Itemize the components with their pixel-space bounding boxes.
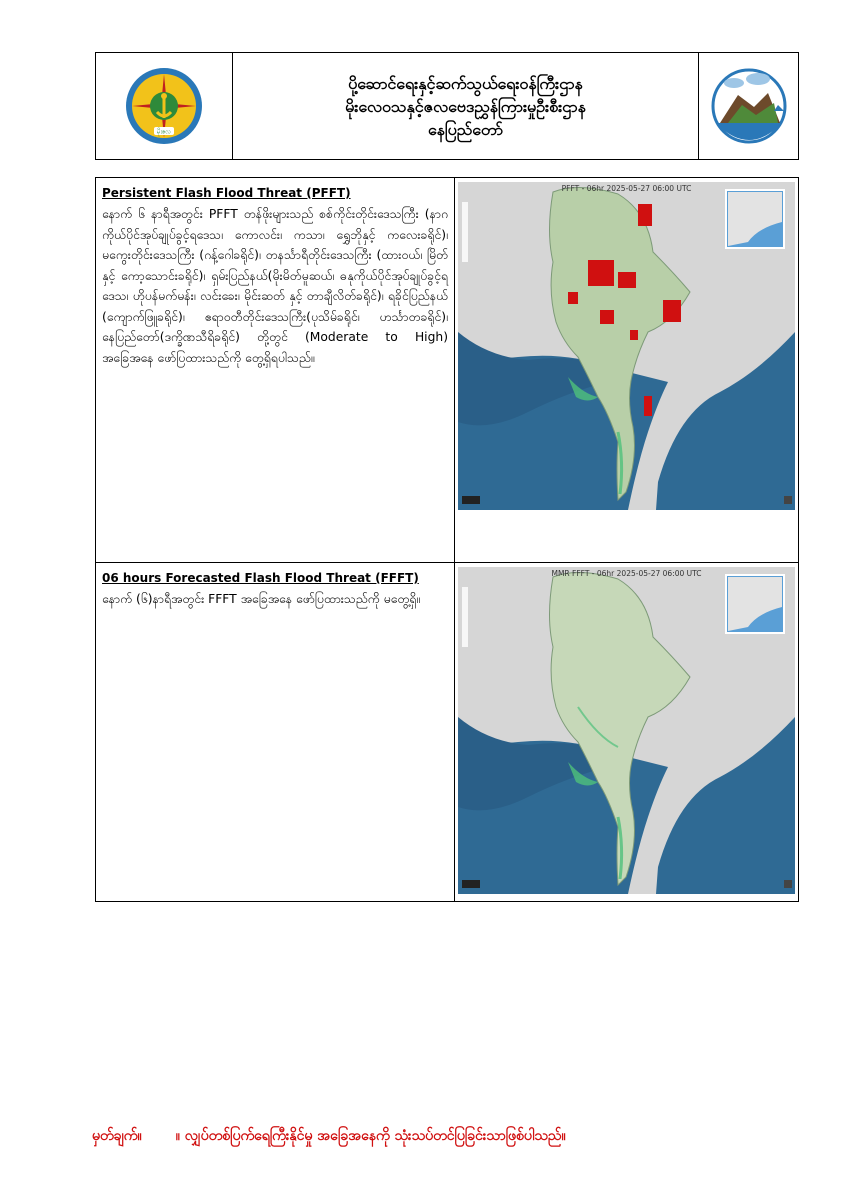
footer-note: [92, 1126, 812, 1147]
pfft-description: နောက် ၆ နာရီအတွင်း PFFT တန်ဖိုးများသည် စစ်ကိုင်းတိုင်းဒေသကြီး (နာဂကိုယ်ပိုင်အုပ်ချုပ်ခွင့်ရဒေသ၊ ကောလင်း၊ ကသာ၊ ရွှေဘိုနှင့် ကလေးခရိုင်)၊ မကွေးတိုင်းဒေသကြီး (ဂန့်ဂေါခရိုင်)၊ တနင်္သာရီတိုင်းဒေသကြီး (ထားဝယ်၊ မြိတ်နှင့် ကော့သောင်းခရိုင်)၊ ရှမ်းပြည်နယ်(မိုးမိတ်မူဆယ်၊ ဓနုကိုယ်ပိုင်အုပ်ချုပ်ခွင့်ရဒေသ၊ ဟိုပန်မက်မန်း၊ လင်းခေး၊ မိုင်းဆတ် နှင့် တာချီလိတ်ခရိုင်)၊ ရခိုင်ပြည်နယ် (ကျောက်ဖြူခရိုင်)၊ ဧရာဝတီတိုင်းဒေသကြီး(ပုသိမ်ခရိုင်၊ ဟင်္သာတခရိုင်)၊ နေပြည်တော်(ဒက္ခိဏသီရိခရိုင်) တို့တွင် (Moderate to High) အခြေအနေ ဖော်ပြထားသည်ကို တွေ့ရှိရပါသည်။: [102, 207, 448, 365]
ffft-map-cell: [455, 563, 798, 901]
ffft-row: [96, 563, 798, 901]
pfft-map-cell: [455, 178, 798, 562]
ministry-logo-icon: [124, 66, 204, 146]
pfft-map: [458, 182, 795, 510]
pfft-map-caption: PFFT - 06hr 2025-05-27 06:00 UTC: [561, 184, 692, 193]
ffft-description: နောက် (၆)နာရီအတွင်း FFFT အခြေအနေ ဖော်ပြထားသည်ကို မတွေ့ရှိ။: [102, 592, 421, 606]
hydrology-logo-cell: [699, 53, 798, 159]
ffft-map: [458, 567, 795, 894]
ffft-title: 06 hours Forecasted Flash Flood Threat (FFFT): [102, 571, 419, 585]
hydrology-cycle-icon: [708, 65, 790, 147]
department-name: မိုးလေဝသနှင့်ဇလဗေဒညွှန်ကြားမှုဦးစီးဌာန: [345, 96, 586, 116]
pfft-text-cell: [96, 178, 455, 562]
ffft-text-cell: [96, 563, 455, 901]
footer-label: မှတ်ချက်။: [92, 1128, 142, 1144]
pfft-title: Persistent Flash Flood Threat (PFFT): [102, 186, 351, 200]
ministry-name: ပို့ဆောင်ရေးနှင့်ဆက်သွယ်ရေးဝန်ကြီးဌာန: [348, 73, 583, 93]
footer-text: ။ လျှပ်တစ်ပြက်ရေကြီးနိုင်မှု အခြေအနေကို သုံးသပ်တင်ပြခြင်းသာဖြစ်ပါသည်။: [175, 1128, 566, 1144]
ffft-map-caption: MMR FFFT - 06hr 2025-05-27 06:00 UTC: [551, 569, 702, 578]
letterhead-title: [233, 53, 699, 159]
location-name: နေပြည်တော်: [427, 119, 504, 139]
report-table: [95, 177, 799, 902]
logo-caption: မိုးဇလ: [156, 128, 172, 136]
pfft-row: [96, 178, 798, 563]
letterhead: [95, 52, 799, 160]
ministry-logo-cell: [96, 53, 233, 159]
